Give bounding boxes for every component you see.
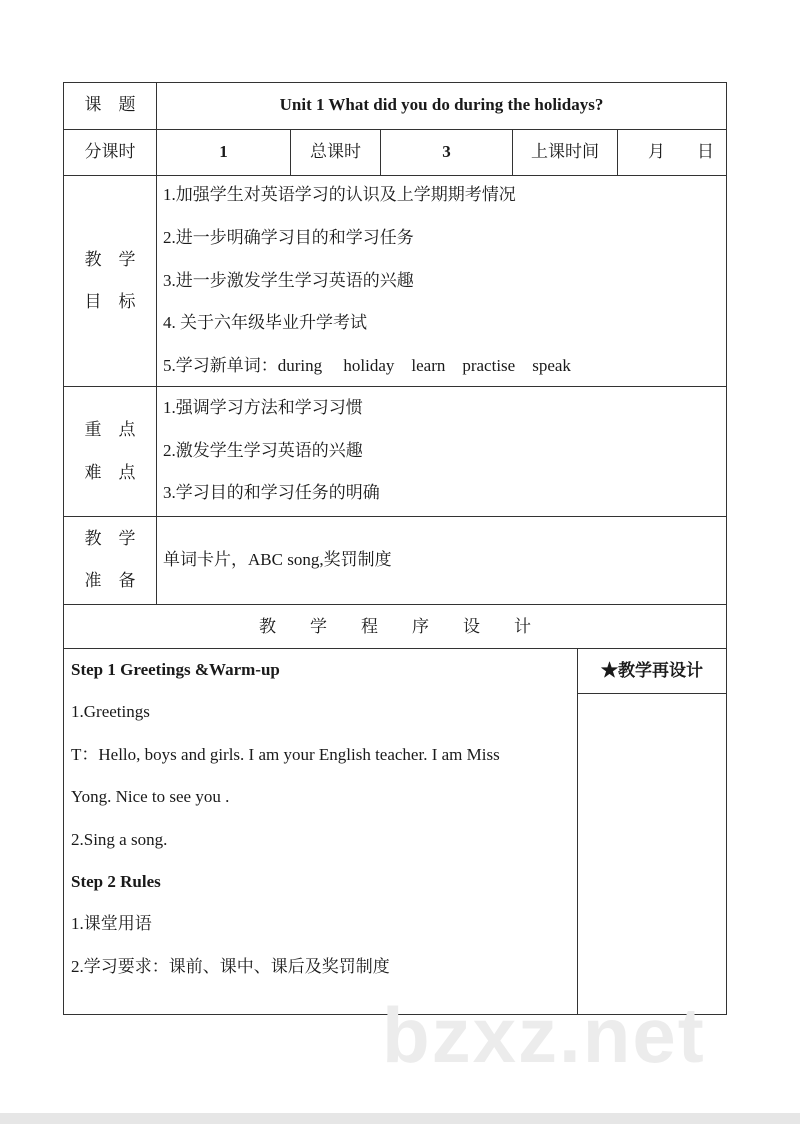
prep-text: 单词卡片，ABC song,奖罚制度 xyxy=(163,550,392,569)
key-point-item: 1.强调学习方法和学习习惯 xyxy=(163,398,363,417)
period-value: 1 xyxy=(219,142,228,161)
procedure-line: Yong. Nice to see you . xyxy=(71,787,230,807)
objective-item: 4. 关于六年级毕业升学考试 xyxy=(163,313,367,332)
cell xyxy=(63,175,157,387)
step-heading: Step 2 Rules xyxy=(71,872,161,891)
objective-item: 1.加强学生对英语学习的认识及上学期期考情况 xyxy=(163,185,516,204)
objective-item: 5.学习新单词：during holiday learn practise speak xyxy=(163,356,571,375)
objectives-label-2: 目 标 xyxy=(84,292,136,311)
objectives-label-1: 教 学 xyxy=(84,250,136,269)
procedure-line: T：Hello, boys and girls. I am your English teacher. I am Miss xyxy=(71,744,500,764)
procedure-line: 1.课堂用语 xyxy=(71,914,152,934)
procedure-line: 2.学习要求：课前、课中、课后及奖罚制度 xyxy=(71,956,390,976)
total-value: 3 xyxy=(442,142,451,161)
redesign-label: ★教学再设计 xyxy=(601,661,703,680)
lesson-title: Unit 1 What did you do during the holidays? xyxy=(279,95,604,114)
total-label: 总课时 xyxy=(310,142,361,161)
month-label: 月 xyxy=(648,142,665,161)
watermark: bzxz.net xyxy=(382,991,706,1079)
cell xyxy=(63,386,157,517)
procedure-line: 2.Sing a song. xyxy=(71,829,168,849)
prep-label-2: 准 备 xyxy=(84,571,136,590)
prep-label-1: 教 学 xyxy=(84,529,136,548)
period-label: 分课时 xyxy=(84,142,136,161)
cell xyxy=(577,648,727,1015)
objective-item: 2.进一步明确学习目的和学习任务 xyxy=(163,228,414,247)
procedure-heading: 教 学 程 序 设 计 xyxy=(259,617,531,636)
page-separator xyxy=(0,1113,800,1124)
key-point-item: 2.激发学生学习英语的兴趣 xyxy=(163,441,363,460)
time-label: 上课时间 xyxy=(531,142,599,161)
key-label-1: 重 点 xyxy=(84,420,136,439)
step-heading: Step 1 Greetings &Warm-up xyxy=(71,660,280,679)
day-label: 日 xyxy=(697,142,714,161)
key-label-2: 难 点 xyxy=(84,463,136,482)
procedure-line: 1.Greetings xyxy=(71,702,150,722)
key-point-item: 3.学习目的和学习任务的明确 xyxy=(163,483,380,502)
objective-item: 3.进一步激发学生学习英语的兴趣 xyxy=(163,271,414,290)
topic-label: 课 题 xyxy=(84,95,136,114)
